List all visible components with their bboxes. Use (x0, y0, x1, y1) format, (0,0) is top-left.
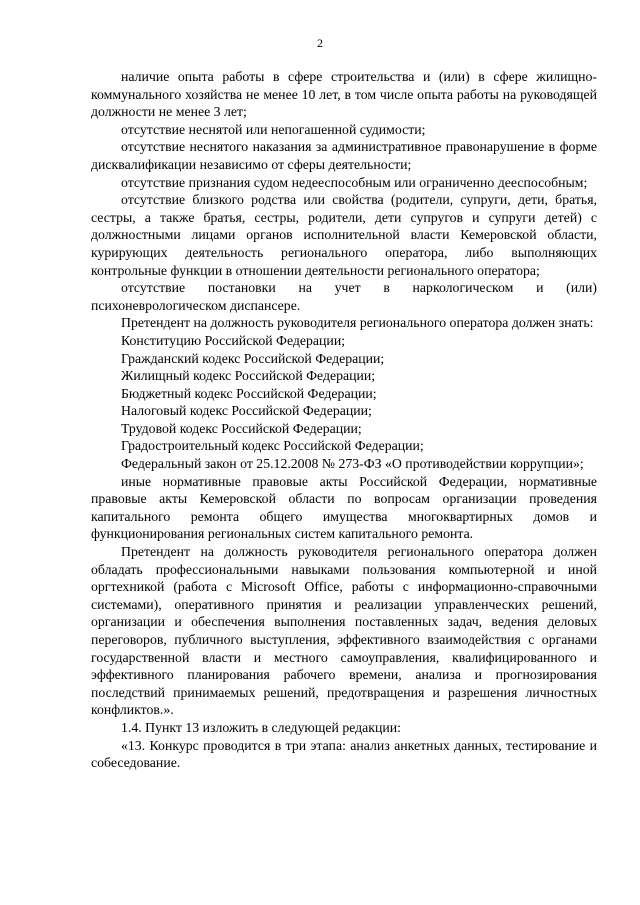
paragraph: Бюджетный кодекс Российской Федерации; (121, 385, 377, 401)
paragraph: 1.4. Пункт 13 изложить в следующей редакции: (121, 719, 401, 735)
paragraph: Налоговый кодекс Российской Федерации; (121, 403, 372, 419)
paragraph: Трудовой кодекс Российской Федерации; (121, 420, 362, 436)
paragraph: Конституцию Российской Федерации; (121, 332, 346, 348)
paragraph: Федеральный закон от 25.12.2008 № 273-ФЗ «О противодействии коррупции»; (121, 456, 584, 472)
paragraph: иные нормативные правовые акты Российской Федерации, нормативные правовые акты Кемеровской области по вопросам организации проведения капитального ремонта общего имущества многоквартирных домов и функционирования региональных систем капитального ремонта. (91, 473, 597, 542)
page-number: 2 (317, 36, 323, 50)
document-body (91, 68, 597, 772)
paragraph: «13. Конкурс проводится в три этапа: анализ анкетных данных, тестирование и собеседование. (91, 737, 597, 771)
paragraph: отсутствие неснятой или непогашенной судимости; (121, 121, 426, 137)
paragraph: отсутствие признания судом недееспособным или ограниченно дееспособным; (121, 174, 588, 190)
paragraph: наличие опыта работы в сфере строительства и (или) в сфере жилищно-коммунального хозяйства не менее 10 лет, в том числе опыта работы на руководящей должности не менее 3 лет; (91, 69, 597, 120)
paragraph: отсутствие постановки на учет в наркологическом и (или) психоневрологическом диспансере. (91, 280, 597, 313)
paragraph: Гражданский кодекс Российской Федерации; (121, 350, 385, 366)
paragraph: Претендент на должность руководителя регионального оператора должен знать: (121, 315, 594, 331)
paragraph: Жилищный кодекс Российской Федерации; (121, 368, 376, 384)
paragraph: Градостроительный кодекс Российской Федерации; (121, 438, 424, 454)
paragraph: Претендент на должность руководителя регионального оператора должен обладать профессиональными навыками пользования компьютерной и иной оргтехникой (работа с Microsoft Office, работы с информационно-справочными системами), оперативного принятия и реализации управленческих решений, организации и обеспечения выполнения поставленных задач, ведения деловых переговоров, публичного выступления, эффективного взаимодействия с органами государственной власти и местного самоуправления, квалифицированного и эффективного планирования рабочего времени, анализа и прогнозирования последствий принимаемых решений, предотвращения и разрешения личностных конфликтов.». (91, 544, 597, 718)
paragraph: отсутствие близкого родства или свойства (родители, супруги, дети, братья, сестры, а также братья, сестры, родители, дети супругов и супруги детей) с должностными лицами органов исполнительной власти Кемеровской области, курирующих деятельность регионального оператора, либо выполняющих контрольные функции в отношении деятельности регионального оператора; (91, 192, 597, 278)
paragraph: отсутствие неснятого наказания за административное правонарушение в форме дисквалификации независимо от сферы деятельности; (91, 139, 597, 172)
